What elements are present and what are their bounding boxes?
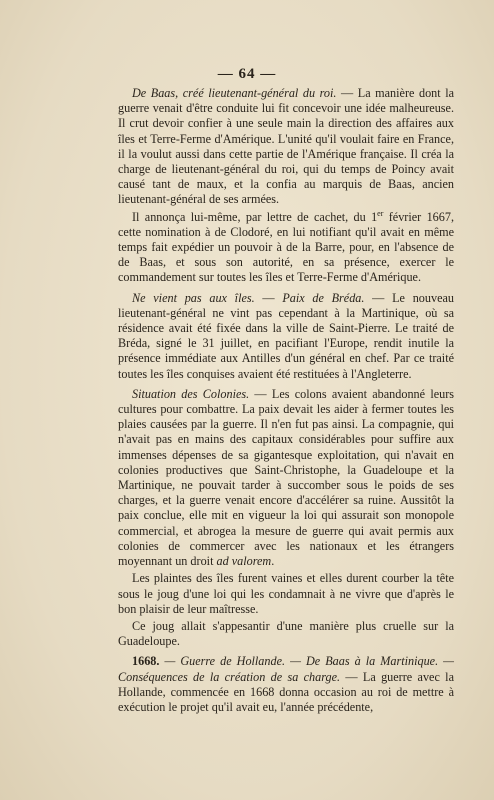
heading-separator: — [249, 386, 272, 401]
side-heading: Paix de Bréda. [282, 290, 365, 305]
side-heading: De Baas, créé lieutenant-général du roi. [132, 86, 337, 100]
paragraph-plaintes [118, 571, 454, 617]
heading-separator: — [364, 290, 393, 305]
paragraph-text: février 1667, cette nomination à de Clodoré, en lui notifiant qu'il avait en même temps fait expédier un pouvoir à de la Barre, pour, en l'absence de de Baas, et sous son autorité, en sa présence, exercer le commandement sur toutes les îles et Terre-Ferme d'Amérique. [118, 209, 454, 285]
paragraph-joug [118, 619, 454, 649]
paragraph-text: Les plaintes des îles furent vaines et elles durent courber la tête sous le joug d'une loi qui les condamnait à ne vivre que d'après le bon plaisir de leur maîtresse. [118, 571, 454, 616]
heading-separator: — [336, 86, 358, 100]
paragraph-text: . [271, 554, 275, 569]
superscript: er [377, 208, 384, 218]
heading-separator: — [254, 290, 283, 305]
paragraph-breda [118, 291, 454, 382]
paragraph-text: Il annonça lui-même, par lettre de cachet, du 1 [132, 209, 378, 224]
italic-phrase: ad valorem [216, 554, 272, 569]
page-number: — 64 — [217, 66, 277, 82]
paragraph-de-baas [118, 86, 454, 208]
paragraph-1668 [118, 654, 454, 715]
side-heading: Situation des Colonies. [132, 386, 250, 401]
year-label: 1668. [132, 654, 160, 669]
paragraph-nomination [118, 210, 454, 286]
paragraph-text: Le nouveau lieutenant-général ne vint pas cependant à la Martinique, où sa résidence avait été fixée dans la ville de Saint-Pierre. Le traité de Bréda, signé le 31 juillet, en pacifiant l'Europe, rendit inutile la présence immédiate aux Antilles d'un général en chef. Par ce traité toutes les îles conquises avaient été restituées à l'Angleterre. [118, 290, 454, 381]
body-text [118, 86, 454, 717]
side-heading: Ne vient pas aux îles. [132, 290, 255, 305]
side-heading: — Guerre de Hollande. — De Baas à la Martinique. — Conséquences de la création de sa charge. [118, 654, 454, 684]
paragraph-text: Ce joug allait s'appesantir d'une manière plus cruelle sur la Guadeloupe. [118, 618, 454, 649]
paragraph-situation [118, 387, 454, 569]
heading-separator: — [340, 669, 363, 684]
paragraph-text: La manière dont la guerre venait d'être conduite lui fit concevoir une idée malheureuse. Il crut devoir confier à une seule main la direction des affaires aux îles et Terre-Ferme d'Amérique. L'unité qu'il voulait faire en France, il la voulut aussi dans cette partie de l'Amérique française. Il créa la charge de lieutenant-général du roi, qui du temps de Poincy avait causé tant de maux, et la confia au marquis de Baas, ancien lieutenant-général de ses armées. [118, 86, 454, 207]
paragraph-text: La guerre avec la Hollande, commencée en 1668 donna occasion au roi de mettre à exécution le projet qu'il avait eu, l'année précédente, [118, 669, 454, 714]
paragraph-text: Les colons avaient abandonné leurs cultures pour combattre. La paix devait les aider à fermer toutes les plaies causées par la guerre. Il n'en fut pas ainsi. La compagnie, qui n'avait pas en mains des capitaux considérables pour suffire aux immenses dépenses de sa gigantesque exploitation, qui n'avait en colonies productives que Saint-Christophe, la Guadeloupe et la Martinique, ne pouvait tarder à succomber sous le poids de ses charges, et la guerre venait encore d'accélérer sa ruine. Aussitôt la paix conclue, elle mit en vigueur la loi qui assurait son monopole commercial, et abrogea la mesure de guerre qui avait permis aux colonies de commercer avec les nationaux et les étrangers moyennant un droit [118, 386, 455, 569]
